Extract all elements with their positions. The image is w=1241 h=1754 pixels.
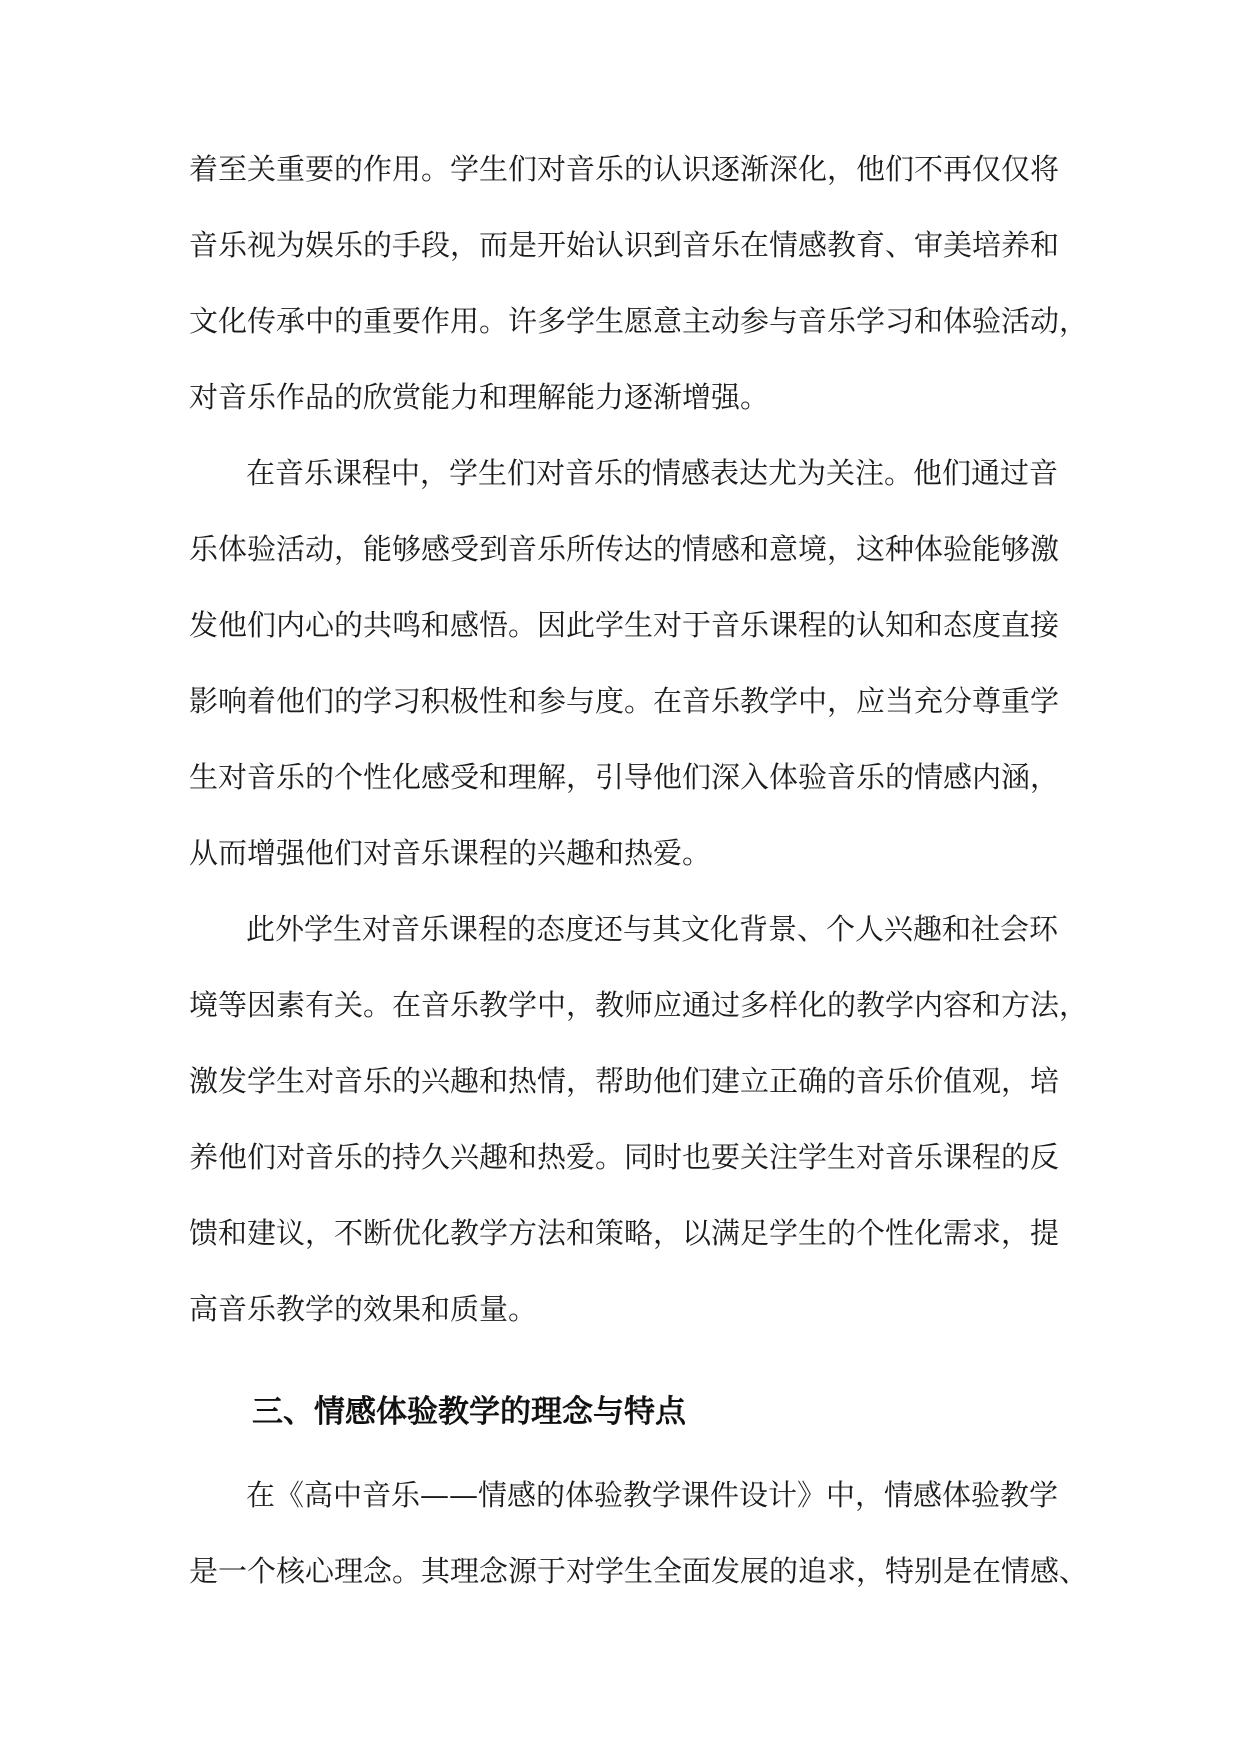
text-line: 生对音乐的个性化感受和理解，引导他们深入体验音乐的情感内涵，: [189, 760, 1060, 794]
text-line: 文化传承中的重要作用。许多学生愿意主动参与音乐学习和体验活动，: [189, 304, 1089, 338]
text-line: 此外学生对音乐课程的态度还与其文化背景、个人兴趣和社会环: [246, 912, 1059, 946]
text-line: 从而增强他们对音乐课程的兴趣和热爱。: [189, 836, 712, 870]
text-line: 着至关重要的作用。学生们对音乐的认识逐渐深化，他们不再仅仅将: [189, 152, 1060, 186]
text-line: 馈和建议，不断优化教学方法和策略，以满足学生的个性化需求，提: [189, 1216, 1060, 1250]
text-line: 高音乐教学的效果和质量。: [189, 1292, 538, 1326]
text-line: 是一个核心理念。其理念源于对学生全面发展的追求，特别是在情感、: [189, 1554, 1089, 1588]
text-line: 乐体验活动，能够感受到音乐所传达的情感和意境，这种体验能够激: [189, 532, 1060, 566]
text-line: 音乐视为娱乐的手段，而是开始认识到音乐在情感教育、审美培养和: [189, 228, 1060, 262]
text-line: 在音乐课程中，学生们对音乐的情感表达尤为关注。他们通过音: [246, 456, 1059, 490]
text-line: 养他们对音乐的持久兴趣和热爱。同时也要关注学生对音乐课程的反: [189, 1140, 1060, 1174]
section-heading: 三、情感体验教学的理念与特点: [252, 1394, 686, 1430]
text-line: 激发学生对音乐的兴趣和热情，帮助他们建立正确的音乐价值观，培: [189, 1064, 1060, 1098]
text-line: 影响着他们的学习积极性和参与度。在音乐教学中，应当充分尊重学: [189, 684, 1060, 718]
text-line: 在《高中音乐——情感的体验教学课件设计》中，情感体验教学: [246, 1478, 1059, 1512]
text-line: 发他们内心的共鸣和感悟。因此学生对于音乐课程的认知和态度直接: [189, 608, 1060, 642]
text-line: 对音乐作品的欣赏能力和理解能力逐渐增强。: [189, 380, 770, 414]
text-line: 境等因素有关。在音乐教学中，教师应通过多样化的教学内容和方法，: [189, 988, 1089, 1022]
